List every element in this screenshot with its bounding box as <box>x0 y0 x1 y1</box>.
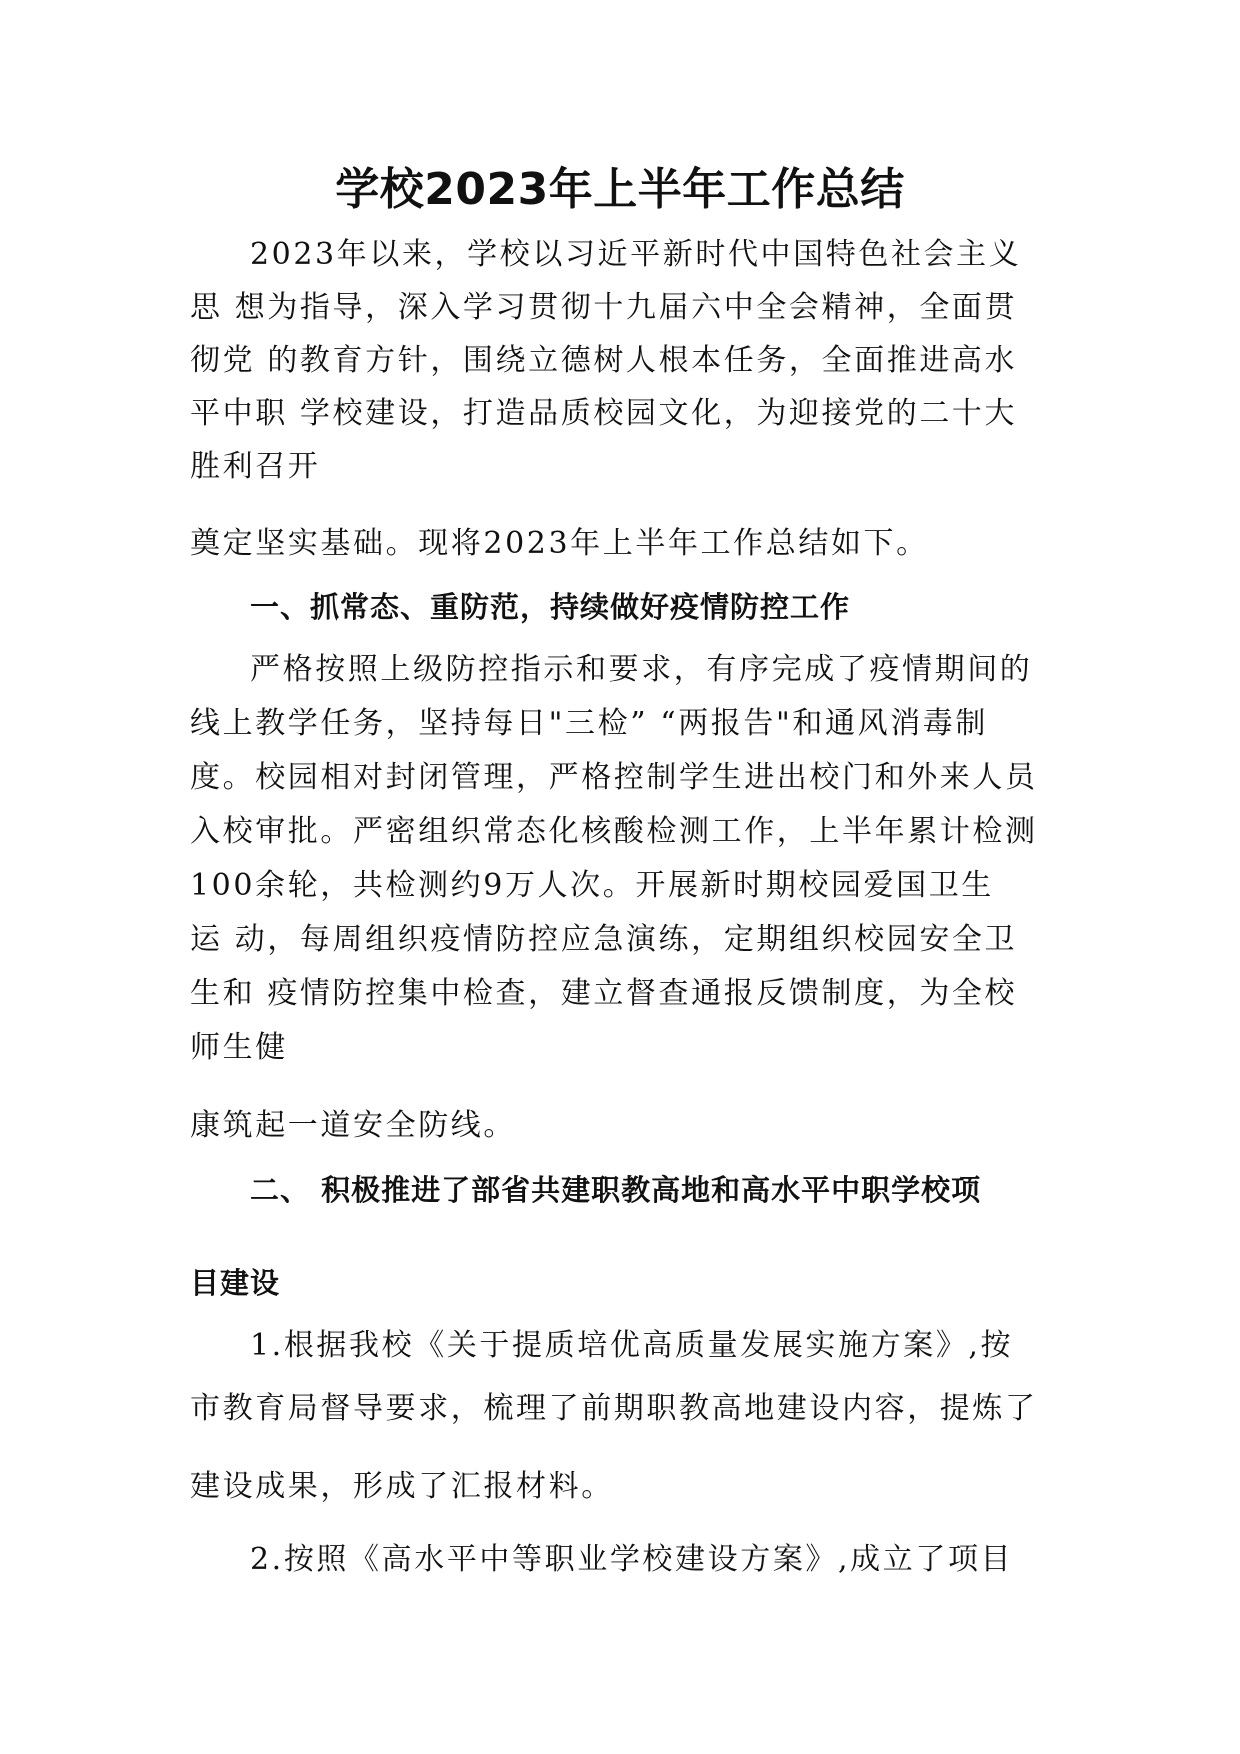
section-2-line-2: 市教育局督导要求，梳理了前期职教高地建设内容，提炼了 <box>190 1391 1038 1426</box>
section-2-line-4: 2.按照《高水平中等职业学校建设方案》,成立了项目 <box>250 1542 1014 1577</box>
section-1-line-3: 度。校园相对封闭管理，严格控制学生进出校门和外来人员 <box>190 760 1038 795</box>
intro-line-6: 奠定坚实基础。现将2023年上半年工作总结如下。 <box>190 526 929 561</box>
section-1-heading: 一、抓常态、重防范，持续做好疫情防控工作 <box>250 590 851 624</box>
section-1-line-4: 入校审批。严密组织常态化核酸检测工作，上半年累计检测 <box>190 814 1038 849</box>
section-2-line-1: 1.根据我校《关于提质培优高质量发展实施方案》,按 <box>250 1328 1014 1363</box>
intro-line-4: 平中职 学校建设，打造品质校园文化，为迎接党的二十大 <box>190 396 1018 431</box>
intro-line-3: 彻党 的教育方针，围绕立德树人根本任务，全面推进高水 <box>190 343 1018 378</box>
section-1-line-6: 运 动，每周组织疫情防控应急演练，定期组织校园安全卫 <box>190 922 1018 957</box>
section-1-line-7: 生和 疫情防控集中检查，建立督查通报反馈制度，为全校 <box>190 976 1018 1011</box>
intro-line-5: 胜利召开 <box>190 449 321 484</box>
intro-line-2: 思 想为指导，深入学习贯彻十九届六中全会精神，全面贯 <box>190 290 1018 325</box>
section-2-heading-line-2: 目建设 <box>190 1266 281 1300</box>
section-1-line-2: 线上教学任务，坚持每日"三检” “两报告"和通风消毒制 <box>190 706 989 741</box>
section-1-line-5: 100余轮，共检测约9万人次。开展新时期校园爱国卫生 <box>190 868 994 903</box>
section-2-line-3: 建设成果，形成了汇报材料。 <box>190 1469 614 1504</box>
section-1-line-9: 康筑起一道安全防线。 <box>190 1108 516 1143</box>
section-1-line-8: 师生健 <box>190 1030 288 1065</box>
document-title: 学校2023年上半年工作总结 <box>335 164 905 215</box>
section-1-line-1: 严格按照上级防控指示和要求，有序完成了疫情期间的 <box>250 652 1033 687</box>
section-2-heading-line-1: 二、 积极推进了部省共建职教高地和高水平中职学校项 <box>250 1173 982 1207</box>
intro-line-1: 2023年以来，学校以习近平新时代中国特色社会主义 <box>250 237 1022 272</box>
